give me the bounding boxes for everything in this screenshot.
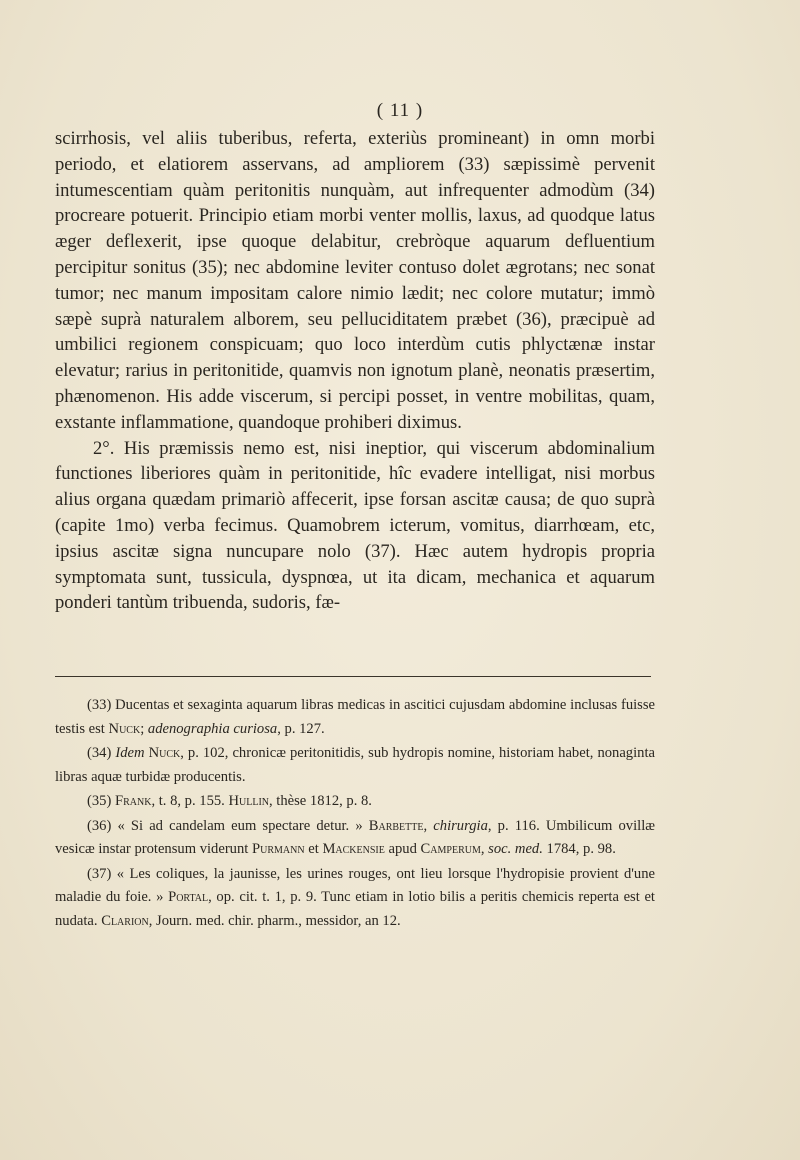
footnote-label: (33) bbox=[87, 697, 112, 713]
footnotes bbox=[55, 694, 655, 933]
footnote-work: chirurgia bbox=[433, 817, 488, 834]
page-number: ( 11 ) bbox=[376, 100, 424, 121]
footnote-author: Nuck bbox=[108, 720, 141, 737]
footnote-label: (37) bbox=[87, 865, 112, 882]
paragraph-continued: scirrhosis, vel aliis tuberibus, referta, exteriùs promineant) in omn morbi periodo, et elatiorem asservans, ad ampliorem (33) sæpissimè pervenit intumescentiam quàm peritonitis nunquàm, aut infrequenter admodùm (34) procreare potuerit. Principio etiam morbi venter mollis, laxus, ad quodque latus æger deflexerit, ipse quoque delabitur, crebròque aquarum defluentium percipitur sonitus (35); nec abdomine leviter contuso dolet ægrotans; nec sonat tumor; nec manum impositam calore nimio lædit; nec colore mutatur; immò sæpè suprà naturalem alborem, seu pelluciditatem præbet (36), præcipuè ad umbilici regionem conspicuam; quo loco interdùm cutis phlyctænæ instar elevatur; rarius in peritonitide, quamvis non ignotum planè, neonatis præsertim, phænomenon. His adde viscerum, si percipi posset, in ventre mobilitas, quam, exstante inflammatione, quandoque prohiberi diximus. bbox=[55, 128, 655, 433]
footnote-33: (33) Ducentas et sexaginta aquarum libras medicas in ascitici cujusdam abdomine inclusas fuisse testis est Nuck; adenographia curiosa, p. 127. bbox=[55, 697, 656, 737]
footnote-34 bbox=[55, 742, 655, 789]
footnote-label: (34) bbox=[87, 745, 112, 761]
footnote-label: (35) bbox=[87, 793, 112, 809]
footnote-label: (36) bbox=[87, 817, 112, 834]
main-text bbox=[55, 126, 655, 616]
footnote-author: Barbette bbox=[368, 817, 424, 834]
footnote-quote: « Si ad candelam eum spectare detur. » bbox=[117, 817, 363, 834]
footnote-text: , thèse 1812, p. 8. bbox=[269, 793, 372, 809]
footnote-author: Purmann bbox=[252, 841, 305, 857]
paragraph-2: 2°. His præmissis nemo est, nisi ineptior, qui viscerum abdominalium functiones liberiores quàm in peritonitide, hîc evadere intelligat, nisi morbus alius organa quædam primariò affecerit, ipse forsan ascitæ causa; de quo suprà (capite 1mo) verba fecimus. Quamobrem icterum, vomitus, diarrhœam, etc, ipsius ascitæ signa nuncupare nolo (37). Hæc autem hydropis propria symptomata sunt, tussicula, dyspnœa, ut ita dicam, mechanica et aquarum ponderi tantùm tribuenda, sudoris, fæ- bbox=[55, 437, 655, 614]
footnote-author: Hullin bbox=[228, 793, 269, 809]
footnote-text: 1784, p. 98. bbox=[546, 841, 616, 857]
footnote-quote: « Les coliques, la jaunisse, les urines rouges, ont lieu lorsque l'hydropisie provient d'une maladie du foie. » bbox=[55, 865, 655, 905]
footnote-text: et bbox=[308, 841, 319, 857]
footnote-text: , p. 127. bbox=[277, 720, 325, 737]
footnote-idem: Idem bbox=[115, 745, 145, 761]
footnote-author: Nuck bbox=[148, 745, 181, 761]
footnote-35 bbox=[55, 790, 655, 814]
footnote-author: Camperum bbox=[420, 841, 481, 857]
footnote-37 bbox=[55, 863, 655, 934]
footnote-text: , Journ. med. chir. pharm., messidor, an 12. bbox=[148, 912, 401, 929]
footnote-author: Portal bbox=[168, 889, 209, 905]
footnote-text: apud bbox=[388, 841, 417, 857]
footnote-text: , op. cit. t. 1, p. 9. Tunc etiam in lotio bilis a peritis chemicis reperta est et nudata. bbox=[55, 889, 655, 929]
footnote-text: , p. 116. Umbilicum ovillæ vesicæ instar protensum viderunt bbox=[55, 817, 655, 857]
footnote-text: Ducentas et sexaginta aquarum libras medicas in ascitici cujusdam abdomine inclusas fuisse testis est bbox=[55, 697, 656, 737]
footnote-divider bbox=[55, 676, 651, 677]
footnote-work: adenographia curiosa bbox=[147, 720, 278, 737]
footnote-text: , t. 8, p. 155. bbox=[151, 793, 225, 809]
footnote-text: , p. 102, chronicæ peritonitidis, sub hydropis nomine, historiam habet, nonaginta libras aquæ turbidæ producentis. bbox=[55, 745, 655, 785]
footnote-author: Frank bbox=[114, 793, 152, 809]
footnote-author: Mackensie bbox=[322, 841, 385, 857]
footnote-36: (36) « Si ad candelam eum spectare detur. » Barbette, chirurgia, p. 116. Umbilicum ovillæ vesicæ instar protensum viderunt Purmann et Mackensie apud Camperum, soc. med. 1784, p. 98. bbox=[55, 817, 655, 857]
footnote-work: soc. med. bbox=[488, 841, 543, 857]
footnote-author: Clarion bbox=[101, 912, 149, 929]
